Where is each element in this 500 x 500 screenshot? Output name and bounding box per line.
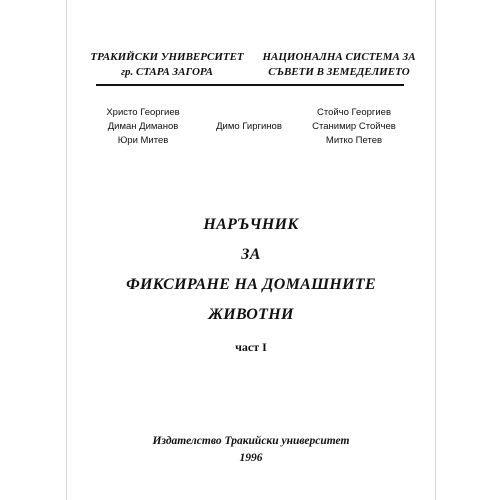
- advisory-system-line-2: СЪВЕТИ В ЗЕМЕДЕЛИЕТО: [268, 66, 410, 78]
- publisher-name: Издателство Тракийски университет: [152, 435, 350, 447]
- author-name: Станимир Стойчев: [312, 121, 396, 132]
- title-line-4: ЖИВОТНИ: [208, 306, 294, 323]
- university-name: ТРАКИЙСКИ УНИВЕРСИТЕТ: [90, 51, 244, 63]
- book-title-page: [66, 0, 436, 500]
- publication-year: 1996: [239, 452, 263, 464]
- advisory-system-line-1: НАЦИОНАЛНА СИСТЕМА ЗА: [262, 51, 416, 63]
- author-name: Димо Гиргинов: [216, 121, 282, 132]
- authors-left-column: [88, 106, 198, 148]
- author-name: Стойчо Георгиев: [316, 107, 392, 118]
- header-divider: [96, 84, 404, 86]
- authors-middle-column: [204, 120, 294, 134]
- title-line-2: ЗА: [241, 246, 261, 263]
- author-name: Юри Митев: [117, 135, 169, 146]
- title-line-1: НАРЪЧНИК: [203, 216, 299, 233]
- university-header: [82, 50, 252, 80]
- university-city: гр. СТАРА ЗАГОРА: [120, 66, 214, 78]
- author-name: Митко Петев: [325, 135, 383, 146]
- advisory-system-header: [254, 50, 424, 80]
- part-number: част I: [235, 340, 267, 354]
- author-name: Диман Диманов: [107, 121, 179, 132]
- author-name: Христо Георгиев: [106, 107, 180, 118]
- title-line-3: ФИКСИРАНЕ НА ДОМАШНИТЕ: [126, 276, 376, 293]
- authors-right-column: [298, 106, 410, 148]
